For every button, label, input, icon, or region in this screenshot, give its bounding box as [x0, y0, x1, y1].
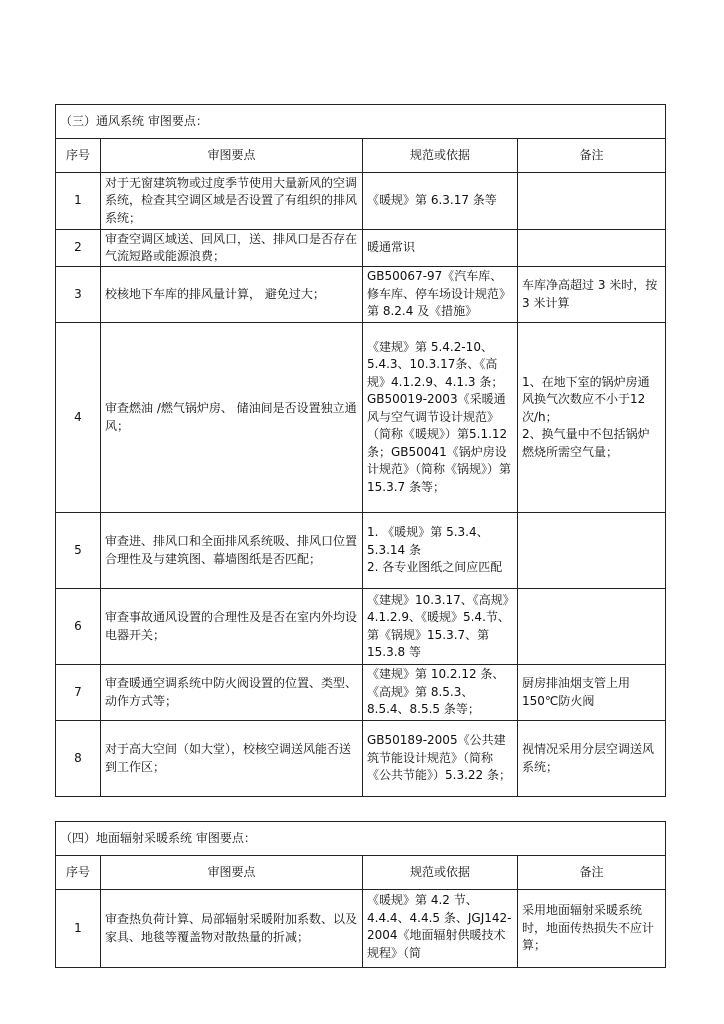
- header-no: 序号: [56, 856, 101, 890]
- section-title-row: [56, 822, 666, 856]
- table-row: [56, 267, 666, 323]
- row-note: [518, 230, 666, 267]
- row-note: 1、在地下室的锅炉房通风换气次数应不小于12 次/h； 2、换气量中不包括锅炉燃烧所需空气量；: [518, 323, 666, 513]
- row-no: 6: [56, 589, 101, 665]
- row-no: 5: [56, 513, 101, 589]
- row-no: 4: [56, 323, 101, 513]
- row-ref: GB50189-2005《公共建筑节能设计规范》（简称《公共节能》）5.3.22 条；: [363, 721, 518, 797]
- header-note: 备注: [518, 856, 666, 890]
- header-ref: 规范或依据: [363, 856, 518, 890]
- row-no: 8: [56, 721, 101, 797]
- floor-heating-review-table: [55, 821, 666, 968]
- row-note: 厨房排油烟支管上用150℃防火阀: [518, 665, 666, 721]
- row-note: 车库净高超过 3 米时，按 3 米计算: [518, 267, 666, 323]
- row-no: 2: [56, 230, 101, 267]
- row-ref: 《暖规》第 6.3.17 条等: [363, 173, 518, 230]
- header-ref: 规范或依据: [363, 139, 518, 173]
- header-row: [56, 856, 666, 890]
- ventilation-review-table: [55, 104, 666, 797]
- section-title: （四）地面辐射采暖系统 审图要点：: [56, 822, 666, 856]
- header-no: 序号: [56, 139, 101, 173]
- row-point: 审查燃油 /燃气锅炉房、 储油间是否设置独立通风；: [101, 323, 363, 513]
- row-point: 对于高大空间（如大堂），校核空调送风能否送到工作区；: [101, 721, 363, 797]
- row-no: 1: [56, 890, 101, 968]
- table-row: [56, 589, 666, 665]
- section-title: （三）通风系统 审图要点：: [56, 105, 666, 139]
- table-row: [56, 323, 666, 513]
- row-note: 采用地面辐射采暖系统时，地面传热损失不应计算；: [518, 890, 666, 968]
- section-title-row: [56, 105, 666, 139]
- row-point: 对于无窗建筑物或过度季节使用大量新风的空调系统，检查其空调区域是否设置了有组织的排风系统；: [101, 173, 363, 230]
- row-ref: 《建规》第 10.2.12 条、《高规》第 8.5.3、8.5.4、8.5.5 条等；: [363, 665, 518, 721]
- row-ref: GB50067-97《汽车库、修车库、停车场设计规范》第 8.2.4 及《措施》: [363, 267, 518, 323]
- row-note: 视情况采用分层空调送风系统；: [518, 721, 666, 797]
- row-note: [518, 513, 666, 589]
- row-no: 1: [56, 173, 101, 230]
- row-point: 审查事故通风设置的合理性及是否在室内外均设电器开关；: [101, 589, 363, 665]
- row-point: 审查暖通空调系统中防火阀设置的位置、类型、动作方式等；: [101, 665, 363, 721]
- row-note: [518, 173, 666, 230]
- row-ref: 《暖规》第 4.2 节、4.4.4、4.4.5 条、JGJ142-2004《地面辐射供暖技术规程》（简: [363, 890, 518, 968]
- header-point: 审图要点: [101, 139, 363, 173]
- table-row: [56, 890, 666, 968]
- row-no: 7: [56, 665, 101, 721]
- table-row: [56, 230, 666, 267]
- row-no: 3: [56, 267, 101, 323]
- header-point: 审图要点: [101, 856, 363, 890]
- row-point: 审查空调区域送、回风口，送、排风口是否存在气流短路或能源浪费；: [101, 230, 363, 267]
- table-row: [56, 173, 666, 230]
- row-ref: 1. 《暖规》第 5.3.4、5.3.14 条 2. 各专业图纸之间应匹配: [363, 513, 518, 589]
- row-note: [518, 589, 666, 665]
- row-point: 校核地下车库的排风量计算， 避免过大；: [101, 267, 363, 323]
- row-point: 审查热负荷计算、局部辐射采暖附加系数、以及家具、地毯等覆盖物对散热量的折减；: [101, 890, 363, 968]
- header-row: [56, 139, 666, 173]
- header-note: 备注: [518, 139, 666, 173]
- table-row: [56, 665, 666, 721]
- row-ref: 《建规》第 5.4.2-10、5.4.3、10.3.17条、《高规》4.1.2.9、4.1.3 条；GB50019-2003《采暖通风与空气调节设计规范》（简称《暖规》）第5.1.12条；GB50041《锅炉房设计规范》（简称《锅规》）第15.3.7 条等；: [363, 323, 518, 513]
- row-ref: 暖通常识: [363, 230, 518, 267]
- table-row: [56, 721, 666, 797]
- table-row: [56, 513, 666, 589]
- row-ref: 《建规》10.3.17、《高规》4.1.2.9、《暖规》5.4.节、第《锅规》15.3.7、第 15.3.8 等: [363, 589, 518, 665]
- row-point: 审查进、排风口和全面排风系统吸、排风口位置合理性及与建筑图、幕墙图纸是否匹配；: [101, 513, 363, 589]
